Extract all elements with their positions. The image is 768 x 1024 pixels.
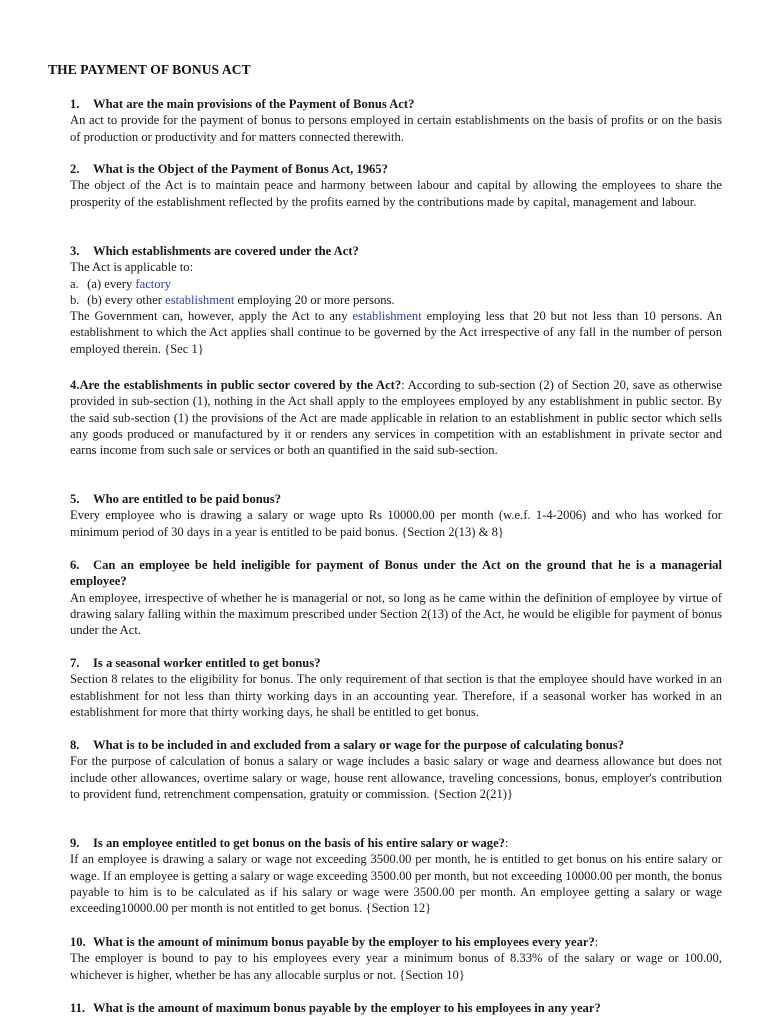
answer-8: For the purpose of calculation of bonus a salary or wage includes a basic salary or wage and dearness allowance but does not include other allowances, overtime salary or wage, house rent allowance, traveling concessions, bonus, employer's contribution to provident fund, retrenchment compensation, gratuity or commission. {Section 2(21)} — [70, 754, 722, 801]
section-5 — [70, 491, 722, 540]
question-1: 1. What are the main provisions of the Payment of Bonus Act? — [70, 97, 415, 111]
question-3: 3. Which establishments are covered under the Act? — [70, 244, 359, 258]
section-1 — [70, 96, 722, 145]
question-5: 5. Who are entitled to be paid bonus? — [70, 492, 282, 506]
answer-5: Every employee who is drawing a salary or wage upto Rs 10000.00 per month (w.e.f. 1-4-2006) and who has worked for minimum period of 30 days in a year is entitled to be paid bonus. {Section 2(13) & 8} — [70, 508, 722, 539]
establishment-link[interactable]: establishment — [165, 292, 235, 307]
list-item-b: b. (b) every other establishment employing 20 or more persons. — [70, 292, 395, 307]
answer-3-intro: The Act is applicable to: — [70, 260, 194, 275]
question-6: 6. Can an employee be held ineligible for payment of Bonus under the Act on the ground that he is a managerial employee? — [70, 558, 722, 589]
question-11: 11. What is the amount of maximum bonus payable by the employer to his employees in any year? — [70, 1001, 601, 1015]
section-6 — [70, 557, 722, 638]
answer-10: The employer is bound to pay to his employees every year a minimum bonus of 8.33% of the salary or wage or 100.00, whichever is higher, whether be has any allocable surplus or not. {Section 10} — [70, 951, 722, 982]
section-4 — [70, 377, 722, 458]
section-7 — [70, 655, 722, 720]
section-2 — [70, 161, 722, 210]
establishment-link-2[interactable]: establishment — [352, 309, 422, 324]
list-item-a: a. (a) every factory — [70, 276, 172, 291]
section-9 — [70, 835, 722, 916]
document-title: THE PAYMENT OF BONUS ACT — [48, 62, 251, 77]
question-answer-4: 4.Are the establishments in public sector covered by the Act?: According to sub-section (2) of Section 20, save as otherwise provided in sub-section (1), nothing in the Act shall apply to the employees employed by any establishment in public sector. By the said sub-section (1) the provisions of the Act are made applicable in relation to an establishment in public sector which sells any goods produced or manufactured by it or renders any services in competition with an establishment in private sector and earns income from such sale or services or both an quantified in the said sub-section. — [70, 378, 722, 458]
section-3 — [70, 243, 722, 357]
section-8 — [70, 737, 722, 802]
section-11 — [70, 1000, 722, 1016]
answer-3-body: The Government can, however, apply the Act to any establishment employing less that 20 but not less than 10 persons. An establishment to which the Act applies shall continue to be governed by the Act irrespective of any fall in the number of person employed therein. {Sec 1} — [70, 309, 722, 356]
question-2: 2. What is the Object of the Payment of Bonus Act, 1965? — [70, 162, 388, 176]
question-7: 7. Is a seasonal worker entitled to get bonus? — [70, 656, 321, 670]
answer-7: Section 8 relates to the eligibility for bonus. The only requirement of that section is that the employee should have worked in an establishment for not less than thirty working days in an accounting year. Therefore, if a seasonal worker has worked in an establishment for more that thirty working days, he shall be entitled to get bonus. — [70, 672, 722, 719]
section-10 — [70, 934, 722, 983]
factory-link[interactable]: factory — [135, 276, 172, 291]
question-10: 10. What is the amount of minimum bonus payable by the employer to his employees every year?: — [70, 935, 599, 949]
answer-6: An employee, irrespective of whether he is managerial or not, so long as he came within the definition of employee by virtue of drawing salary falling within the maximum prescribed under Section 2(13) of the Act, he would be eligible for payment of bonus under the Act. — [70, 590, 722, 638]
question-9: 9. Is an employee entitled to get bonus on the basis of his entire salary or wage?: — [70, 836, 509, 850]
answer-1: An act to provide for the payment of bonus to persons employed in certain establishments on the basis of profits or on the basis of production or productivity and for matters connected therewith. — [70, 113, 722, 144]
answer-9: If an employee is drawing a salary or wage not exceeding 3500.00 per month, he is entitled to get bonus on his entire salary or wage. If an employee is getting a salary or wage exceeding 3500.00 per month, but not exceeding 10000.00 per month, the bonus payable to him is to be calculated as if his salary or wage were 3500.00 per month. An employee getting a salary or wage exceeding10000.00 per month is not entitled to get bonus. {Section 12} — [70, 852, 722, 916]
answer-2: The object of the Act is to maintain peace and harmony between labour and capital by allowing the employees to share the prosperity of the establishment reflected by the profits earned by the contributions made by capital, management and labour. — [70, 178, 722, 209]
question-8: 8. What is to be included in and excluded from a salary or wage for the purpose of calculating bonus? — [70, 738, 625, 752]
